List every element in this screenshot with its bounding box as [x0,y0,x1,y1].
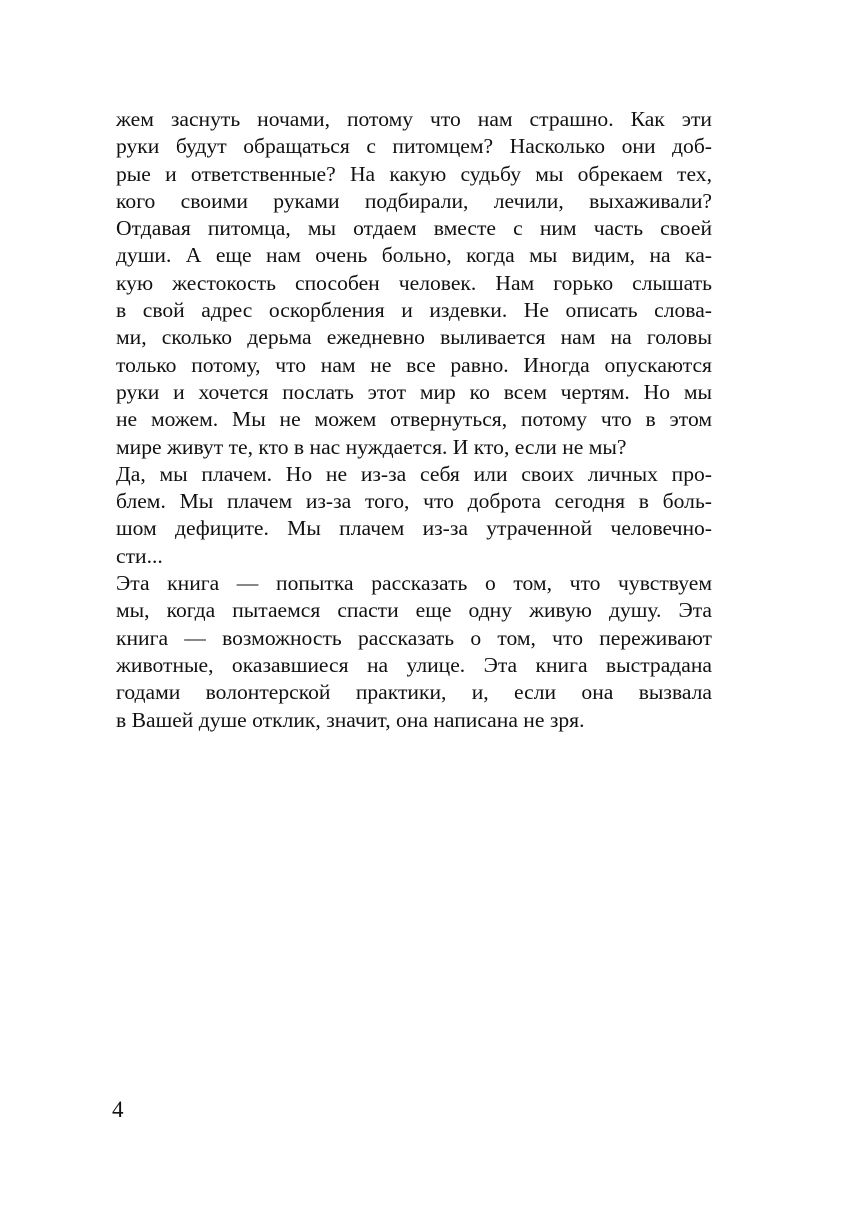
text-line: в свой адрес оскорбления и издевки. Не описать слова- [116,298,712,323]
text-line: рые и ответственные? На какую судьбу мы обрекаем тех, [116,161,712,186]
text-line: Эта книга — попытка рассказать о том, что чувствуем [116,571,712,596]
text-line: годами волонтерской практики, и, если она вызвала [116,680,712,705]
page-number: 4 [112,1097,124,1122]
text-line: мире живут те, кто в нас нуждается. И кто, если не мы? [116,434,627,459]
text-line: животные, оказавшиеся на улице. Эта книга выстрадана [116,652,712,677]
text-line: кую жестокость способен человек. Нам горько слышать [116,270,712,295]
text-line: руки и хочется послать этот мир ко всем чертям. Но мы [116,379,712,404]
text-line: ми, сколько дерьма ежедневно выливается нам на головы [116,325,712,350]
text-line: книга — возможность рассказать о том, что переживают [116,625,712,650]
text-line: блем. Мы плачем из-за того, что доброта сегодня в боль- [116,489,712,514]
text-line: мы, когда пытаемся спасти еще одну живую душу. Эта [116,598,712,623]
text-line: руки будут обращаться с питомцем? Насколько они доб- [116,134,712,159]
text-line: души. А еще нам очень больно, когда мы видим, на ка- [116,243,712,268]
text-line: сти... [116,543,163,568]
body-text [116,106,712,734]
text-line: Да, мы плачем. Но не из-за себя или своих личных про- [116,461,712,486]
text-line: кого своими руками подбирали, лечили, выхаживали? [116,188,712,213]
text-line: в Вашей душе отклик, значит, она написана не зря. [116,707,585,732]
text-line: Отдавая питомца, мы отдаем вместе с ним часть своей [116,216,712,241]
text-line: только потому, что нам не все равно. Иногда опускаются [116,352,712,377]
text-line: жем заснуть ночами, потому что нам страшно. Как эти [116,107,712,131]
text-line: шом дефиците. Мы плачем из-за утраченной человечно- [116,516,712,541]
text-line: не можем. Мы не можем отвернуться, потому что в этом [116,407,712,432]
